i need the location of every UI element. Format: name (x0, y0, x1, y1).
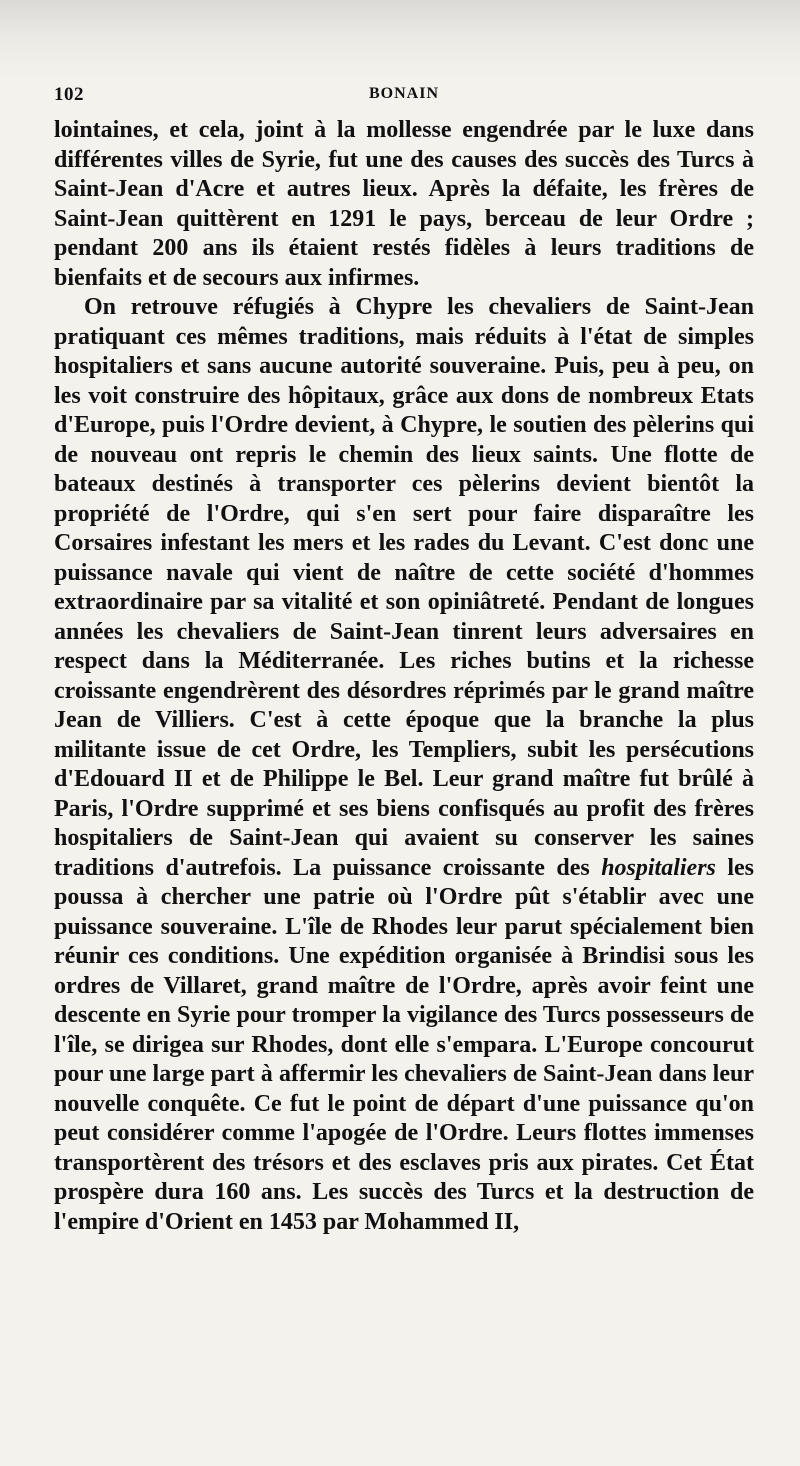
paragraph-2-part-2: les poussa à chercher une patrie où l'Ordre pût s'établir avec une puissance souveraine. L'île de Rhodes leur parut spécialement bien réunir ces conditions. Une expédition organisée à Brindisi sous les ordres de Villaret, grand maître de l'Ordre, après avoir feint une descente en Syrie pour tromper la vigilance des Turcs possesseurs de l'île, se dirigea sur Rhodes, dont elle s'empara. L'Europe concourut pour une large part à affermir les chevaliers de Saint-Jean dans leur nouvelle conquête. Ce fut le point de départ d'une puissance qu'on peut considérer comme l'apogée de l'Ordre. Leurs flottes immenses transportèrent des trésors et des esclaves pris aux pirates. Cet État prospère dura 160 ans. Les succès des Turcs et la destruction de l'empire d'Orient en 1453 par Mohammed II, (54, 854, 755, 1235)
paragraph-2-emphasis: hospitaliers (601, 854, 716, 881)
page-number: 102 (54, 84, 84, 105)
paragraph-2-part-1: On retrouve réfugiés à Chypre les chevaliers de Saint-Jean pratiquant ces mêmes traditions, mais réduits à l'état de simples hospitaliers et sans aucune autorité souveraine. Puis, peu à peu, on les voit construire des hôpitaux, grâce aux dons de nombreux Etats d'Europe, puis l'Ordre devient, à Chypre, le soutien des pèlerins qui de nouveau ont repris le chemin des lieux saints. Une flotte de bateaux destinés à transporter ces pèlerins devient bientôt la propriété de l'Ordre, qui s'en sert pour faire disparaître les Corsaires infestant les mers et les rades du Levant. C'est donc une puissance navale qui vient de naître de cette société d'hommes extraordinaire par sa vitalité et son opiniâtreté. Pendant de longues années les chevaliers de Saint-Jean tinrent leurs adversaires en respect dans la Méditerranée. Les riches butins et la richesse croissante engendrèrent des désordres réprimés par le grand maître Jean de Villiers. C'est à cette époque que la branche la plus militante issue de cet Ordre, les Templiers, subit les persécutions d'Edouard II et de Philippe le Bel. Leur grand maître fut brûlé à Paris, l'Ordre supprimé et ses biens confisqués au profit des frères hospitaliers de Saint-Jean qui avaient su conserver les saines traditions d'autrefois. La puissance croissante des (54, 294, 754, 881)
running-head: BONAIN (368, 85, 439, 102)
page-header (54, 84, 754, 108)
paragraph-2 (54, 293, 754, 1237)
body-text (54, 116, 754, 1237)
paragraph-1: lointaines, et cela, joint à la mollesse engendrée par le luxe dans différentes villes de Syrie, fut une des causes des succès des Turcs à Saint-Jean d'Acre et autres lieux. Après la défaite, les frères de Saint-Jean quittèrent en 1291 le pays, berceau de leur Ordre ; pendant 200 ans ils étaient restés fidèles à leurs traditions de bienfaits et de secours aux infirmes. (54, 117, 754, 291)
